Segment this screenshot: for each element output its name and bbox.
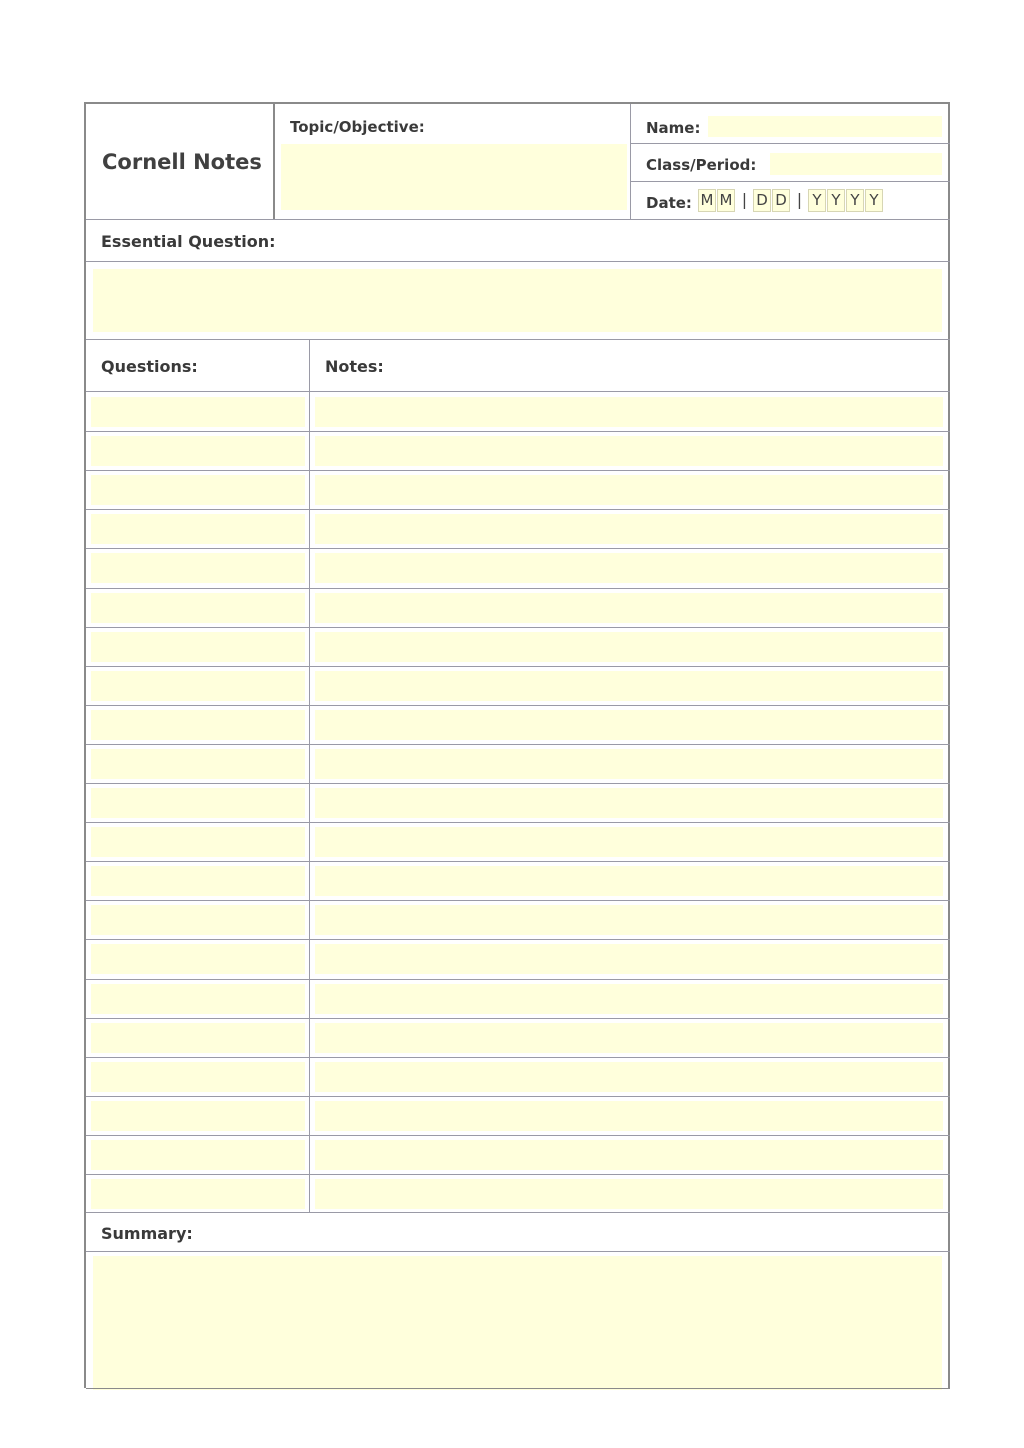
- notes-row-field[interactable]: [315, 436, 943, 466]
- row-rule: [86, 822, 950, 823]
- date-year-3[interactable]: Y: [846, 189, 864, 212]
- eq-bottom-rule: [86, 339, 950, 340]
- essential-question-field[interactable]: [93, 269, 942, 332]
- page-title: Cornell Notes: [102, 150, 262, 174]
- row-rule: [86, 470, 950, 471]
- topic-field[interactable]: [281, 144, 627, 210]
- row-rule: [86, 744, 950, 745]
- question-row-field[interactable]: [91, 984, 305, 1014]
- date-day-1[interactable]: D: [753, 189, 771, 212]
- notes-row-field[interactable]: [315, 397, 943, 427]
- row-rule: [86, 900, 950, 901]
- row-rule: [86, 979, 950, 980]
- row-rule: [86, 627, 950, 628]
- notes-row-field[interactable]: [315, 1062, 943, 1092]
- date-year-2[interactable]: Y: [827, 189, 845, 212]
- notes-row-field[interactable]: [315, 827, 943, 857]
- question-row-field[interactable]: [91, 553, 305, 583]
- notes-row-field[interactable]: [315, 514, 943, 544]
- columns-header-rule: [86, 391, 950, 392]
- date-separator: |: [741, 190, 748, 209]
- notes-row-field[interactable]: [315, 1101, 943, 1131]
- question-row-field[interactable]: [91, 749, 305, 779]
- row-rule: [86, 861, 950, 862]
- question-row-field[interactable]: [91, 944, 305, 974]
- summary-field[interactable]: [93, 1256, 942, 1390]
- question-row-field[interactable]: [91, 1101, 305, 1131]
- questions-label: Questions:: [101, 357, 198, 376]
- date-year-1[interactable]: Y: [808, 189, 826, 212]
- notes-row-field[interactable]: [315, 593, 943, 623]
- notes-row-field[interactable]: [315, 553, 943, 583]
- row-rule: [86, 666, 950, 667]
- question-row-field[interactable]: [91, 1179, 305, 1209]
- class-period-label: Class/Period:: [646, 156, 757, 174]
- notes-row-field[interactable]: [315, 671, 943, 701]
- question-row-field[interactable]: [91, 1023, 305, 1053]
- question-row-field[interactable]: [91, 827, 305, 857]
- notes-row-field[interactable]: [315, 710, 943, 740]
- row-rule: [86, 1018, 950, 1019]
- row-rule: [86, 431, 950, 432]
- notes-row-field[interactable]: [315, 475, 943, 505]
- notes-row-field[interactable]: [315, 749, 943, 779]
- row-rule: [86, 1057, 950, 1058]
- date-field[interactable]: [698, 189, 884, 212]
- date-label: Date:: [646, 194, 692, 212]
- name-field[interactable]: [708, 116, 942, 137]
- notes-row-field[interactable]: [315, 984, 943, 1014]
- question-row-field[interactable]: [91, 632, 305, 662]
- question-row-field[interactable]: [91, 1140, 305, 1170]
- bottom-border: [86, 1388, 950, 1389]
- summary-label: Summary:: [101, 1224, 193, 1243]
- row-rule: [86, 783, 950, 784]
- date-year-4[interactable]: Y: [865, 189, 883, 212]
- question-row-field[interactable]: [91, 593, 305, 623]
- essential-question-label: Essential Question:: [101, 232, 276, 251]
- row-rule: [86, 548, 950, 549]
- summary-top-rule: [86, 1212, 950, 1213]
- question-row-field[interactable]: [91, 397, 305, 427]
- class-rule: [631, 181, 950, 182]
- notes-row-field[interactable]: [315, 788, 943, 818]
- question-row-field[interactable]: [91, 788, 305, 818]
- question-row-field[interactable]: [91, 475, 305, 505]
- date-day-2[interactable]: D: [772, 189, 790, 212]
- name-label: Name:: [646, 119, 701, 137]
- notes-label: Notes:: [325, 357, 384, 376]
- question-row-field[interactable]: [91, 710, 305, 740]
- cornell-notes-form: [84, 102, 950, 1388]
- question-row-field[interactable]: [91, 905, 305, 935]
- title-divider: [273, 104, 275, 219]
- question-row-field[interactable]: [91, 514, 305, 544]
- notes-row-field[interactable]: [315, 1179, 943, 1209]
- question-row-field[interactable]: [91, 1062, 305, 1092]
- row-rule: [86, 939, 950, 940]
- row-rule: [86, 705, 950, 706]
- notes-row-field[interactable]: [315, 944, 943, 974]
- notes-row-field[interactable]: [315, 1140, 943, 1170]
- topic-label: Topic/Objective:: [290, 118, 425, 136]
- row-rule: [86, 1096, 950, 1097]
- row-rule: [86, 1135, 950, 1136]
- row-rule: [86, 1174, 950, 1175]
- date-month-2[interactable]: M: [717, 189, 735, 212]
- summary-rule: [86, 1251, 950, 1252]
- date-month-1[interactable]: M: [698, 189, 716, 212]
- question-row-field[interactable]: [91, 866, 305, 896]
- row-rule: [86, 509, 950, 510]
- notes-row-field[interactable]: [315, 632, 943, 662]
- notes-row-field[interactable]: [315, 905, 943, 935]
- header-bottom-rule: [86, 219, 950, 220]
- question-row-field[interactable]: [91, 671, 305, 701]
- notes-row-field[interactable]: [315, 1023, 943, 1053]
- question-row-field[interactable]: [91, 436, 305, 466]
- class-period-field[interactable]: [770, 153, 942, 175]
- notes-row-field[interactable]: [315, 866, 943, 896]
- eq-rule: [86, 261, 950, 262]
- topic-divider: [630, 104, 631, 219]
- date-separator: |: [796, 190, 803, 209]
- name-rule: [631, 143, 950, 144]
- row-rule: [86, 588, 950, 589]
